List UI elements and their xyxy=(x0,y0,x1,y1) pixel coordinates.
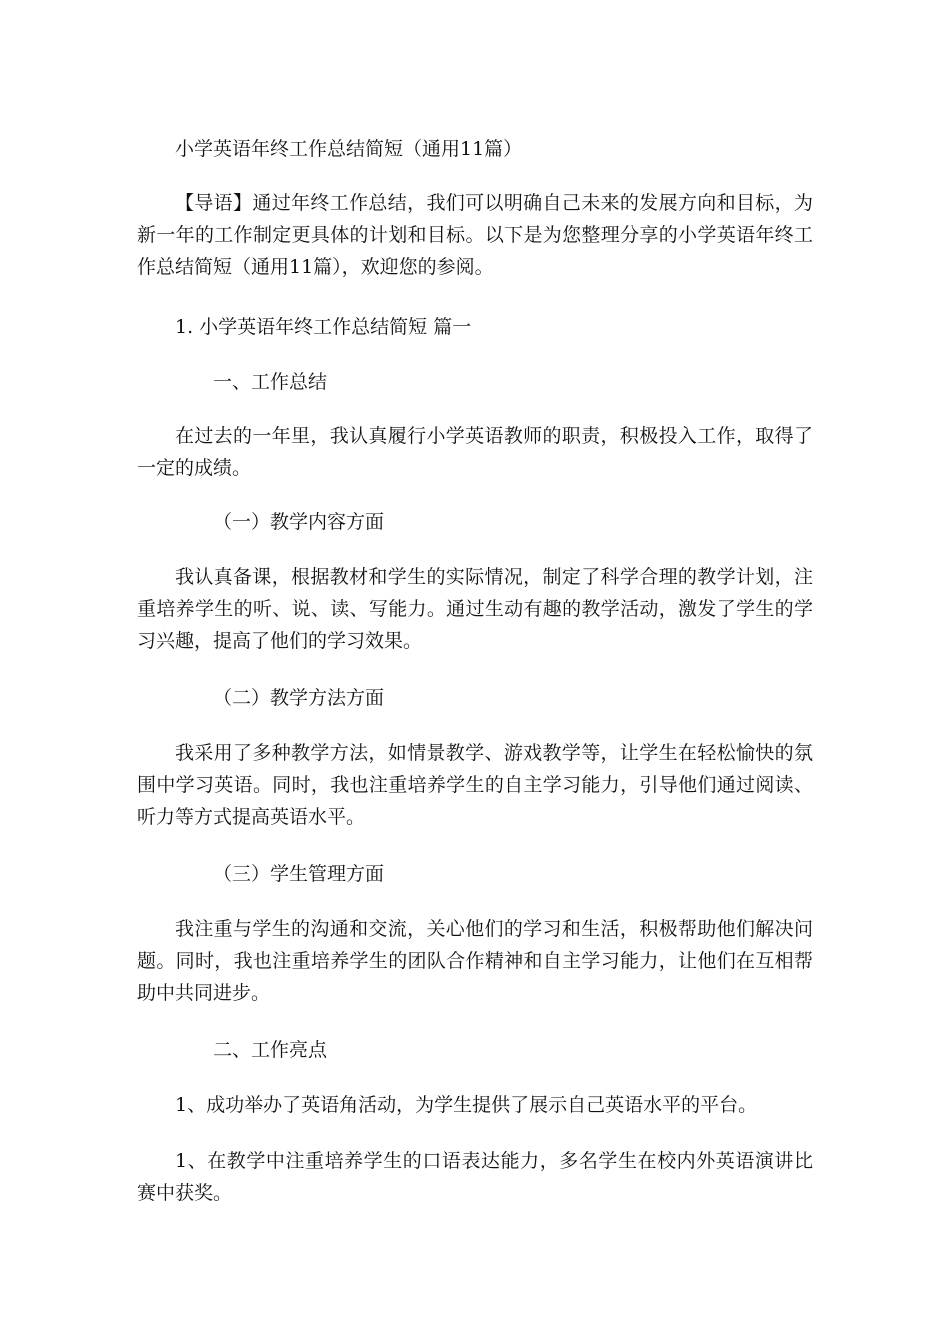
subsection-paragraph-content: 我认真备课，根据教材和学生的实际情况，制定了科学合理的教学计划，注重培养学生的听、说、读、写能力。通过生动有趣的教学活动，激发了学生的学习兴趣，提高了他们的学习效果。 xyxy=(137,566,813,652)
section-intro-paragraph: 在过去的一年里，我认真履行小学英语教师的职责，积极投入工作，取得了一定的成绩。 xyxy=(137,425,813,479)
intro-tag: 【导语】 xyxy=(175,192,253,214)
article-heading: 1. 小学英语年终工作总结简短 篇一 xyxy=(175,316,472,338)
subsection-heading-content: （一）教学内容方面 xyxy=(213,511,385,533)
document-title: 小学英语年终工作总结简短（通用11篇） xyxy=(175,138,523,160)
subsection-paragraph-methods: 我采用了多种教学方法，如情景教学、游戏教学等，让学生在轻松愉快的氛围中学习英语。同时，我也注重培养学生的自主学习能力，引导他们通过阅读、听力等方式提高英语水平。 xyxy=(137,742,813,828)
intro-text: 通过年终工作总结，我们可以明确自己未来的发展方向和目标，为新一年的工作制定更具体的计划和目标。以下是为您整理分享的小学英语年终工作总结简短（通用11篇），欢迎您的参阅。 xyxy=(137,192,813,278)
subsection-heading-management: （三）学生管理方面 xyxy=(213,863,385,885)
intro-paragraph xyxy=(137,187,813,283)
subsection-paragraph-management: 我注重与学生的沟通和交流，关心他们的学习和生活，积极帮助他们解决问题。同时，我也注重培养学生的团队合作精神和自主学习能力，让他们在互相帮助中共同进步。 xyxy=(137,918,813,1004)
section-heading-highlights: 二、工作亮点 xyxy=(213,1039,328,1061)
highlight-item: 1、成功举办了英语角活动，为学生提供了展示自己英语水平的平台。 xyxy=(175,1094,758,1116)
subsection-heading-methods: （二）教学方法方面 xyxy=(213,687,385,709)
section-heading-work-summary: 一、工作总结 xyxy=(213,371,328,393)
highlight-item: 1、在教学中注重培养学生的口语表达能力，多名学生在校内外英语演讲比赛中获奖。 xyxy=(137,1150,813,1204)
